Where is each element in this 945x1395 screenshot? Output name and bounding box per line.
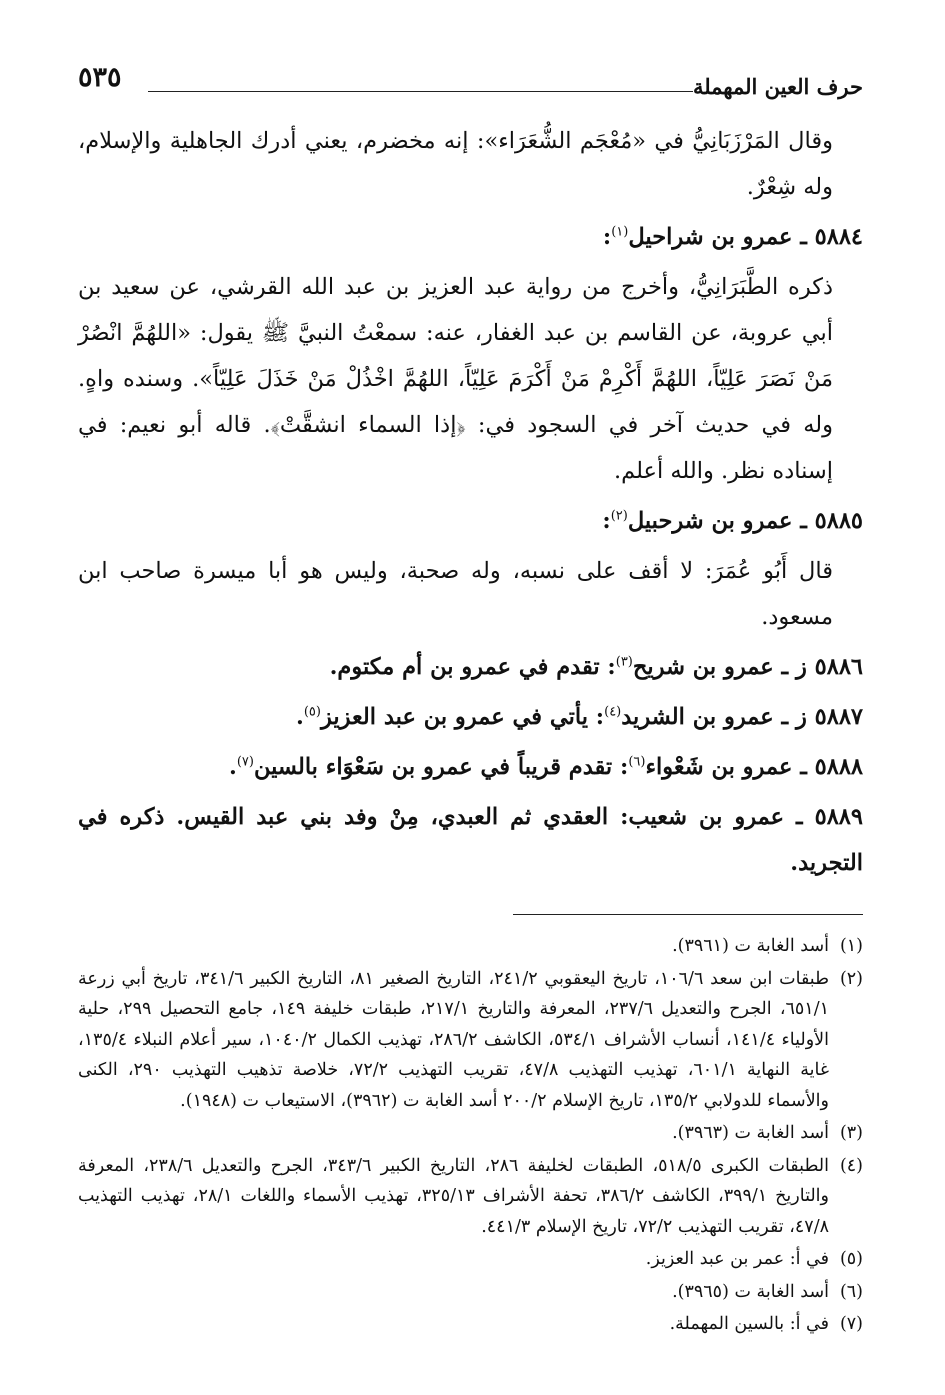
footnote-text: أسد الغابة ت (٣٩٦٣). — [672, 1123, 829, 1143]
entry-5889-tail: : العقدي ثم العبدي، مِنْ وفد بني عبد القيس. ذكره في التجريد. — [78, 804, 863, 876]
header-rule — [148, 91, 693, 92]
footnote-4 — [78, 1151, 863, 1243]
footnote-number: (٥) — [839, 1249, 863, 1269]
entry-5887-head: ٥٨٨٧ ز ـ عمرو بن الشريد — [621, 704, 863, 730]
footnote-text: أسد الغابة ت (٣٩٦١). — [672, 936, 829, 956]
footnote-5 — [78, 1244, 863, 1275]
entry-5885-tail: : — [602, 508, 611, 534]
footnote-separator — [513, 914, 863, 915]
footnote-number: (٢) — [839, 968, 863, 989]
footnote-text: في أ: بالسين المهملة. — [669, 1314, 829, 1334]
entry-5888 — [78, 744, 863, 790]
footnote-text: أسد الغابة ت (٣٩٦٥). — [672, 1281, 829, 1302]
paragraph-3: قال أَبُو عُمَرَ: لا أقف على نسبه، وله صحبة، وليس هو أبا ميسرة صاحب ابن مسعود. — [78, 558, 833, 630]
footnote-ref-6[interactable]: (٦) — [628, 754, 646, 770]
footnote-7 — [78, 1309, 863, 1340]
page-header — [78, 60, 863, 104]
entry-5885 — [78, 498, 863, 544]
page-number: ٥٣٥ — [78, 62, 122, 93]
footnote-number: (٣) — [839, 1123, 863, 1143]
entry-5886-tail: : تقدم في عمرو بن أم مكتوم. — [329, 654, 616, 680]
footnote-2 — [78, 964, 863, 1117]
paragraph-1: وقال المَرْزَبَانِيُّ في «مُعْجَم الشُّعَرَاء»: إنه مخضرم، يعني أدرك الجاهلية والإسلام، وله شِعْرٌ. — [78, 128, 833, 200]
footnote-ref-4[interactable]: (٤) — [604, 704, 622, 720]
paragraph-2: ذكره الطَّبَرَانِيُّ، وأخرج من رواية عبد العزيز بن عبد الله القرشي، عن سعيد بن أبي عروبة، عن القاسم بن عبد الغفار، عنه: سمعْتُ النبيَّ ﷺ يقول: «اللهُمَّ انْصُرْ مَنْ نَصَرَ عَلِيّاً، اللهُمَّ أَكْرِمْ مَنْ أَكْرَمَ عَلِيّاً، اللهُمَّ اخْذُلْ مَنْ خَذَلَ عَلِيّاً». وسنده واهٍ. وله في حديث آخر في السجود في: ﴿إذا السماء انشقَّتْ﴾. قاله أبو نعيم: في إسناده نظر. والله أعلم. — [78, 274, 833, 484]
footnote-number: (١) — [839, 936, 863, 956]
footnote-3 — [78, 1118, 863, 1149]
entry-5889 — [78, 794, 863, 886]
running-title: حرف العين المهملة — [692, 74, 863, 99]
footnote-ref-5[interactable]: (٥) — [303, 704, 321, 720]
footnotes — [78, 931, 863, 1340]
entry-5884-head: ٥٨٨٤ ـ عمرو بن شراحيل — [628, 224, 863, 250]
footnote-ref-3[interactable]: (٣) — [615, 654, 633, 670]
entry-5889-head: ٥٨٨٩ ـ عمرو بن شعيب — [628, 804, 863, 830]
footnote-text: في أ: عمر بن عبد العزيز. — [645, 1249, 829, 1269]
footnote-ref-2[interactable]: (٢) — [610, 508, 628, 524]
entry-5885-head: ٥٨٨٥ ـ عمرو بن شرحبيل — [627, 508, 863, 534]
entry-5888-tail: . — [228, 754, 237, 780]
footnote-6 — [78, 1277, 863, 1308]
entry-5887-mid: : يأتي في عمرو بن عبد العزيز — [320, 704, 605, 730]
footnote-text: الطبقات الكبرى ٥١٨/٥، الطبقات لخليفة ٢٨٦، التاريخ الكبير ٣٤٣/٦، الجرح والتعديل ٢٣٨/٦، المعرفة والتاريخ ٣٩٩/١، الكاشف ٣٨٦/٢، تحفة الأشراف ٣٢٥/١٣، تهذيب الأسماء واللغات ٢٨/١، تهذيب التهذيب ٤٧/٨، تقريب التهذيب ٧٢/٢، تاريخ الإسلام ٤٤١/٣. — [78, 1155, 829, 1237]
entry-5884-tail: : — [602, 224, 612, 250]
main-text — [78, 118, 863, 886]
footnote-text: طبقات ابن سعد ١٠٦/٦، تاريخ اليعقوبي ٢٤١/٢، التاريخ الصغير ٨١، التاريخ الكبير ٣٤١/٦، تاريخ أبي زرعة ٦٥١/١، الجرح والتعديل ٢٣٧/٦، المعرفة والتاريخ ٢١٧/١، طبقات خليفة ١٤٩، جامع التحصيل ٢٩٩، حلية الأولياء ١٤١/٤، أنساب الأشراف ٥٣٤/١، الكاشف ٢٨٦/٢، تهذيب الكمال ١٠٤٠/٢، سير أعلام النبلاء ١٣٥/٤، غاية النهاية ٦٠١/١، تهذيب التهذيب ٤٧/٨، تقريب التهذيب ٧٢/٢، خلاصة تذهيب التهذيب ٢٩٠، الكنى والأسماء للدولابي ١٣٥/٢، تاريخ الإسلام ٢٠٠/٢ أسد الغابة ت (٣٩٦٢)، الاستيعاب ت (١٩٤٨). — [78, 968, 830, 1111]
footnote-ref-7[interactable]: (٧) — [236, 754, 254, 770]
footnote-number: (٤) — [839, 1155, 863, 1176]
entry-5888-head: ٥٨٨٨ ـ عمرو بن شَعْواء — [645, 754, 863, 780]
footnote-number: (٧) — [839, 1314, 863, 1334]
entry-5887 — [78, 694, 863, 740]
entry-5887-tail: . — [295, 704, 304, 730]
footnote-ref-1[interactable]: (١) — [611, 224, 629, 240]
entry-5884 — [78, 214, 863, 260]
footnote-1 — [78, 931, 863, 962]
entry-5886-head: ٥٨٨٦ ز ـ عمرو بن شريح — [632, 654, 863, 680]
footnote-number: (٦) — [839, 1281, 863, 1302]
entry-5888-mid: : تقدم قريباً في عمرو بن سَعْوَاء بالسين — [253, 754, 629, 780]
entry-5886 — [78, 644, 863, 690]
